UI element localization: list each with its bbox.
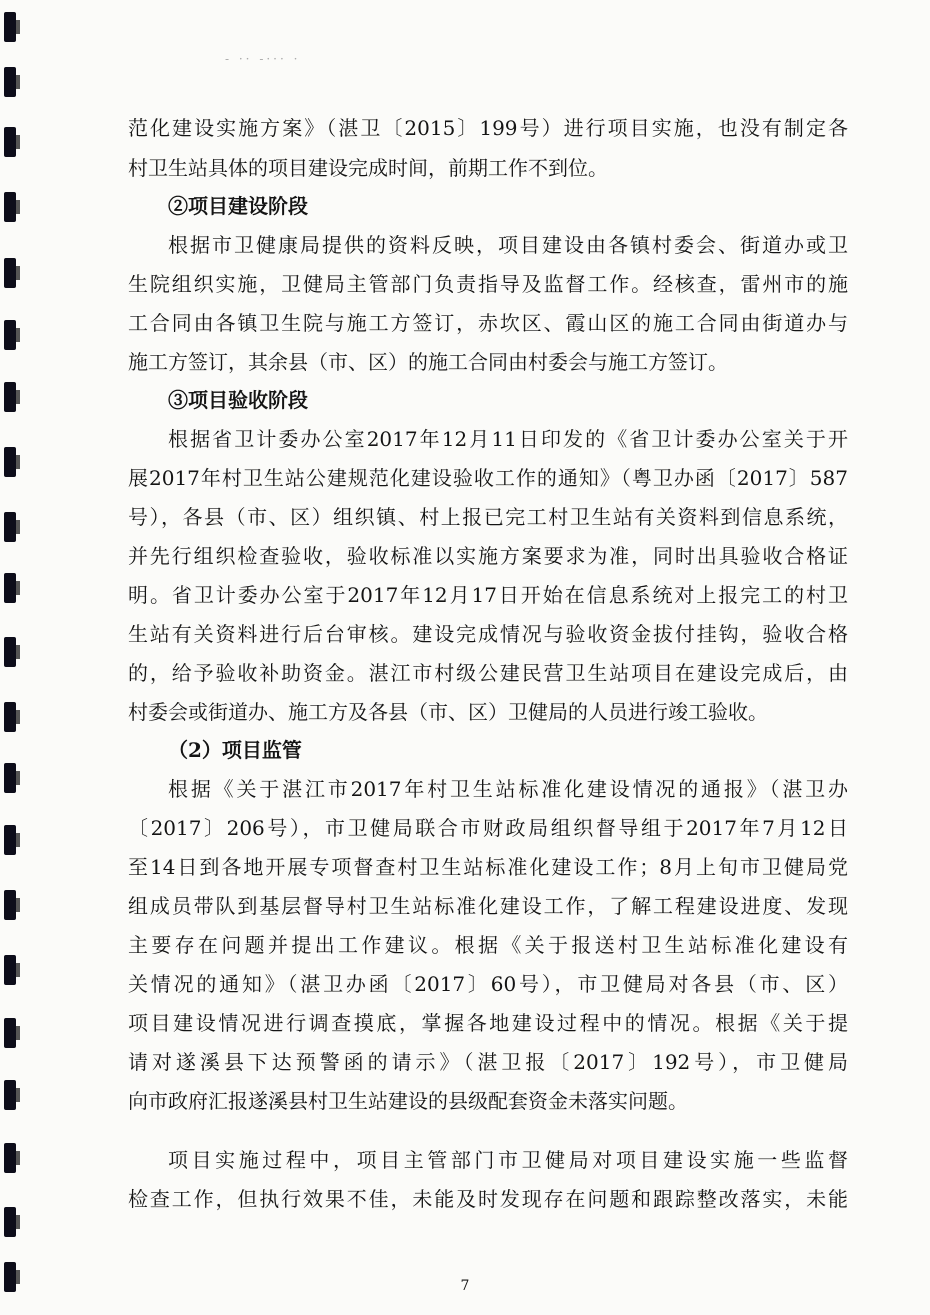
text-line: 项目建设情况进行调查摸底，掌握各地建设过程中的情况。根据《关于提 <box>128 1011 848 1035</box>
binding-ring <box>4 382 16 412</box>
binding-ring <box>4 1080 16 1110</box>
binding-ring <box>4 192 16 222</box>
text-line: 主要存在问题并提出工作建议。根据《关于报送村卫生站标准化建设有 <box>128 933 848 957</box>
text-line: 并先行组织检查验收，验收标准以实施方案要求为准，同时出具验收合格证 <box>128 544 848 568</box>
text-line: 请对遂溪县下达预警函的请示》（湛卫报〔2017〕192号），市卫健局 <box>128 1050 848 1074</box>
binding-ring <box>4 447 16 477</box>
text-line: 范化建设实施方案》（湛卫〔2015〕199号）进行项目实施，也没有制定各 <box>128 116 848 140</box>
text-line: 号），各县（市、区）组织镇、村上报已完工村卫生站有关资料到信息系统， <box>128 505 848 529</box>
text-line: 生站有关资料进行后台审核。建设完成情况与验收资金拔付挂钩，验收合格 <box>128 622 848 646</box>
binding-ring <box>4 512 16 542</box>
text-line: 向市政府汇报遂溪县村卫生站建设的县级配套资金未落实问题。 <box>128 1089 688 1113</box>
binding-ring <box>4 763 16 793</box>
text-line: 至14日到各地开展专项督查村卫生站标准化建设工作；8月上旬市卫健局党 <box>128 855 848 879</box>
binding-ring <box>4 258 16 288</box>
text-line: 根据省卫计委办公室2017年12月11日印发的《省卫计委办公室关于开 <box>168 427 848 451</box>
binding-ring <box>4 825 16 855</box>
section-heading: ②项目建设阶段 <box>168 194 308 218</box>
scan-artifact: - ·· -··· · <box>225 52 301 66</box>
text-line: 根据《关于湛江市2017年村卫生站标准化建设情况的通报》（湛卫办 <box>168 777 848 801</box>
binding-ring <box>4 573 16 603</box>
text-line: 施工方签订，其余县（市、区）的施工合同由村委会与施工方签订。 <box>128 350 728 374</box>
binding-ring <box>4 955 16 985</box>
text-line: 关情况的通知》（湛卫办函〔2017〕60号），市卫健局对各县（市、区） <box>128 972 848 996</box>
binding-ring <box>4 637 16 667</box>
binding-ring <box>4 127 16 157</box>
binding-ring <box>4 1143 16 1173</box>
text-line: 的，给予验收补助资金。湛江市村级公建民营卫生站项目在建设完成后，由 <box>128 661 848 685</box>
text-line: 〔2017〕206号），市卫健局联合市财政局组织督导组于2017年7月12日 <box>128 816 848 840</box>
page-number: 7 <box>460 1278 470 1294</box>
text-line: 村卫生站具体的项目建设完成时间，前期工作不到位。 <box>128 156 608 180</box>
text-line: 工合同由各镇卫生院与施工方签订，赤坎区、霞山区的施工合同由街道办与 <box>128 311 848 335</box>
text-line: 明。省卫计委办公室于2017年12月17日开始在信息系统对上报完工的村卫 <box>128 583 848 607</box>
binding-ring <box>4 890 16 920</box>
text-line: 组成员带队到基层督导村卫生站标准化建设工作，了解工程建设进度、发现 <box>128 894 848 918</box>
binding-ring <box>4 320 16 350</box>
text-line: 展2017年村卫生站公建规范化建设验收工作的通知》（粤卫办函〔2017〕587 <box>128 466 848 490</box>
text-line: 生院组织实施，卫健局主管部门负责指导及监督工作。经核查，雷州市的施 <box>128 272 848 296</box>
section-heading: ③项目验收阶段 <box>168 388 308 412</box>
section-heading: （2）项目监管 <box>168 738 302 762</box>
binding-ring <box>4 1207 16 1237</box>
binding-ring <box>4 12 16 42</box>
binding-ring <box>4 67 16 97</box>
text-line: 检查工作，但执行效果不佳，未能及时发现存在问题和跟踪整改落实，未能 <box>128 1187 848 1211</box>
text-line: 村委会或街道办、施工方及各县（市、区）卫健局的人员进行竣工验收。 <box>128 700 768 724</box>
binding-ring <box>4 702 16 732</box>
text-line: 项目实施过程中，项目主管部门市卫健局对项目建设实施一些监督 <box>168 1148 848 1172</box>
binding-ring <box>4 1018 16 1048</box>
binding-strip <box>0 0 40 1315</box>
text-line: 根据市卫健康局提供的资料反映，项目建设由各镇村委会、街道办或卫 <box>168 233 848 257</box>
